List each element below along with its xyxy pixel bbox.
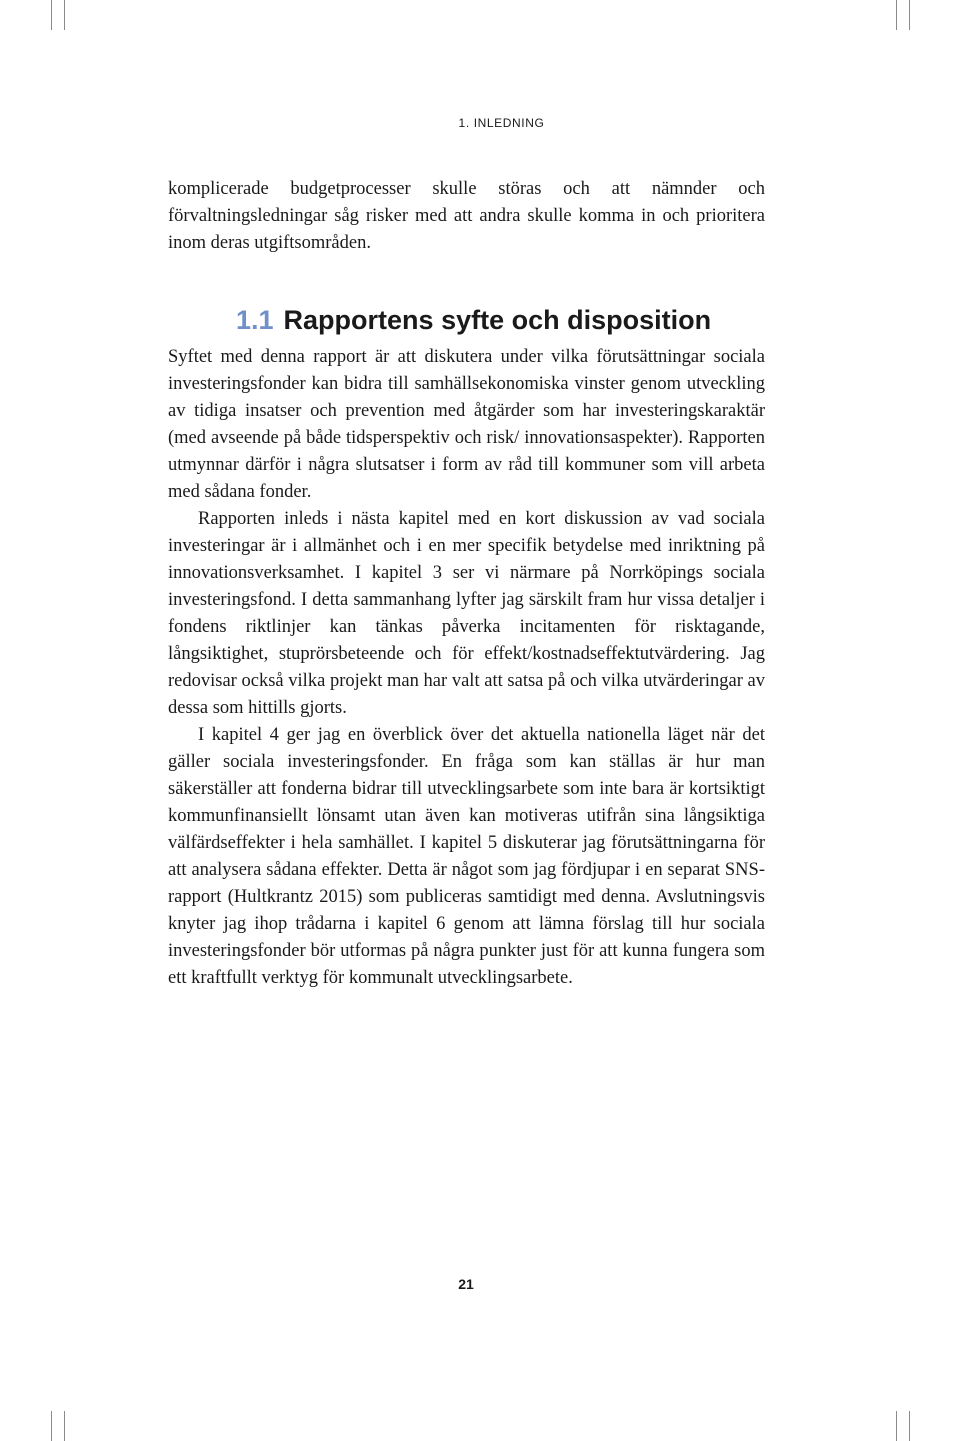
paragraph-purpose: Syftet med denna rapport är att diskutera under vilka förutsättningar sociala investeringsfonder kan bidra till samhällsekonomiska vinster genom utveckling av tidiga insatser och prevention med åtgärder som har investeringskaraktär (med avseende på både tidsperspektiv och risk/ innovationsaspekter). Rapporten utmynnar därför i några slutsatser i form av råd till kommuner som vill arbeta med sådana fonder. (168, 347, 765, 502)
crop-mark-bottom-right-inner (896, 1411, 897, 1441)
crop-mark-top-left-outer (51, 0, 52, 30)
crop-mark-top-right-inner (896, 0, 897, 30)
body-text (168, 344, 765, 992)
crop-mark-bottom-left-inner (64, 1411, 65, 1441)
crop-mark-top-right-outer (909, 0, 910, 30)
crop-mark-bottom-left-outer (51, 1411, 52, 1441)
section-heading (236, 302, 711, 338)
intro-block (168, 176, 765, 257)
intro-paragraph: komplicerade budgetprocesser skulle störas och att nämnder och förvaltningsledningar såg risker med att andra skulle komma in och prioritera inom deras utgiftsområden. (168, 179, 765, 253)
paragraph-outline-chapters-2-3: Rapporten inleds i nästa kapitel med en kort diskussion av vad sociala investeringar är i allmänhet och i en mer specifik betydelse med inriktning på innovationsverksamhet. I kapitel 3 ser vi närmare på Norrköpings sociala investeringsfond. I detta sammanhang lyfter jag särskilt fram hur vissa detaljer i fondens riktlinjer kan tänkas påverka incitamenten för risktagande, långsiktighet, stuprörsbeteende och för effekt/kostnadseffektutvärdering. Jag redovisar också vilka projekt man har valt att satsa på och vilka utvärderingar av dessa som hittills gjorts. (168, 509, 765, 718)
page-number: 21 (458, 1276, 474, 1292)
paragraph-outline-chapters-4-6: I kapitel 4 ger jag en överblick över det aktuella nationella läget när det gäller sociala investeringsfonder. En fråga som kan ställas är hur man säkerställer att fonderna bidrar till utvecklingsarbete som inte bara är kortsiktigt kommunfinansiellt lönsamt utan även kan motiveras utifrån sina långsiktiga välfärdseffekter i hela samhället. I kapitel 5 diskuterar jag förutsättningarna för att analysera sådana effekter. Detta är något som jag fördjupar i en separat SNS-rapport (Hultkrantz 2015) som publiceras samtidigt med denna. Avslutningsvis knyter jag ihop trådarna i kapitel 6 genom att lämna förslag till hur sociala investeringsfonder bör utformas på några punkter just för att kunna fungera som ett kraftfullt verktyg för kommunalt utvecklingsarbete. (168, 725, 765, 988)
crop-mark-top-left-inner (64, 0, 65, 30)
crop-mark-bottom-right-outer (909, 1411, 910, 1441)
section-title: Rapportens syfte och disposition (283, 305, 712, 335)
section-number: 1.1 (236, 305, 274, 335)
running-head: 1. INLEDNING (458, 116, 545, 130)
